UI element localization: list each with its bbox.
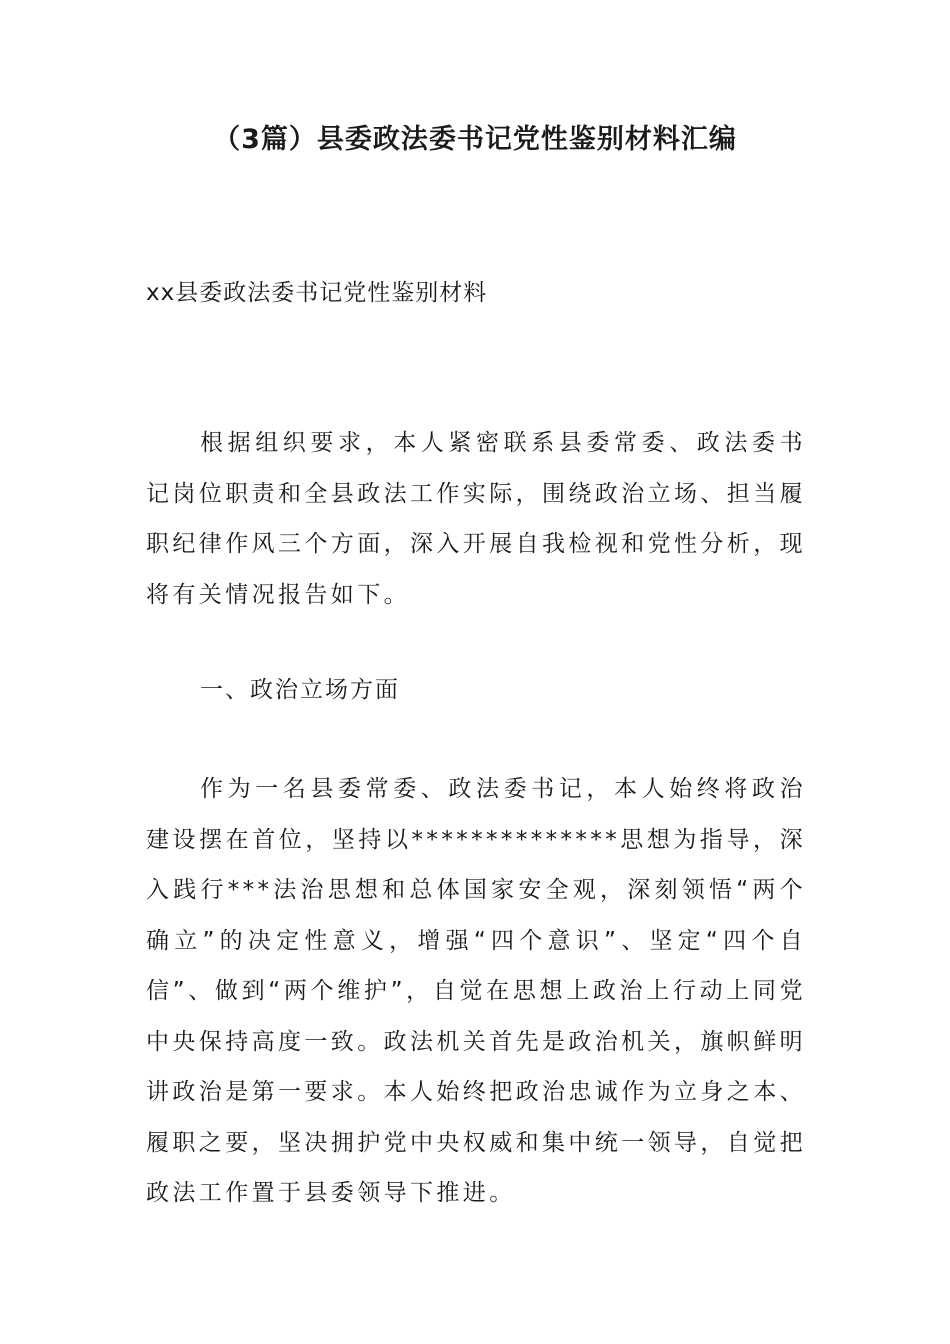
intro-paragraph: 根据组织要求，本人紧密联系县委常委、政法委书记岗位职责和全县政法工作实际，围绕政治立场、担当履职纪律作风三个方面，深入开展自我检视和党性分析，现将有关情况报告如下。 xyxy=(146,430,806,608)
document-title: （3篇）县委政法委书记党性鉴别材料汇编 xyxy=(213,124,737,155)
document-subtitle: xx县委政法委书记党性鉴别材料 xyxy=(146,280,488,306)
section-body-paragraph: 作为一名县委常委、政法委书记，本人始终将政治建设摆在首位，坚持以**************思想为指导，深入践行***法治思想和总体国家安全观，深刻领悟“两个确立”的决定性意义，增强“四个意识”、坚定“四个自信”、做到“两个维护”，自觉在思想上政治上行动上同党中央保持高度一致。政法机关首先是政治机关，旗帜鲜明讲政治是第一要求。本人始终把政治忠诚作为立身之本、履职之要，坚决拥护党中央权威和集中统一领导，自觉把政法工作置于县委领导下推进。 xyxy=(146,776,806,1206)
section-heading: 一、政治立场方面 xyxy=(200,677,400,703)
